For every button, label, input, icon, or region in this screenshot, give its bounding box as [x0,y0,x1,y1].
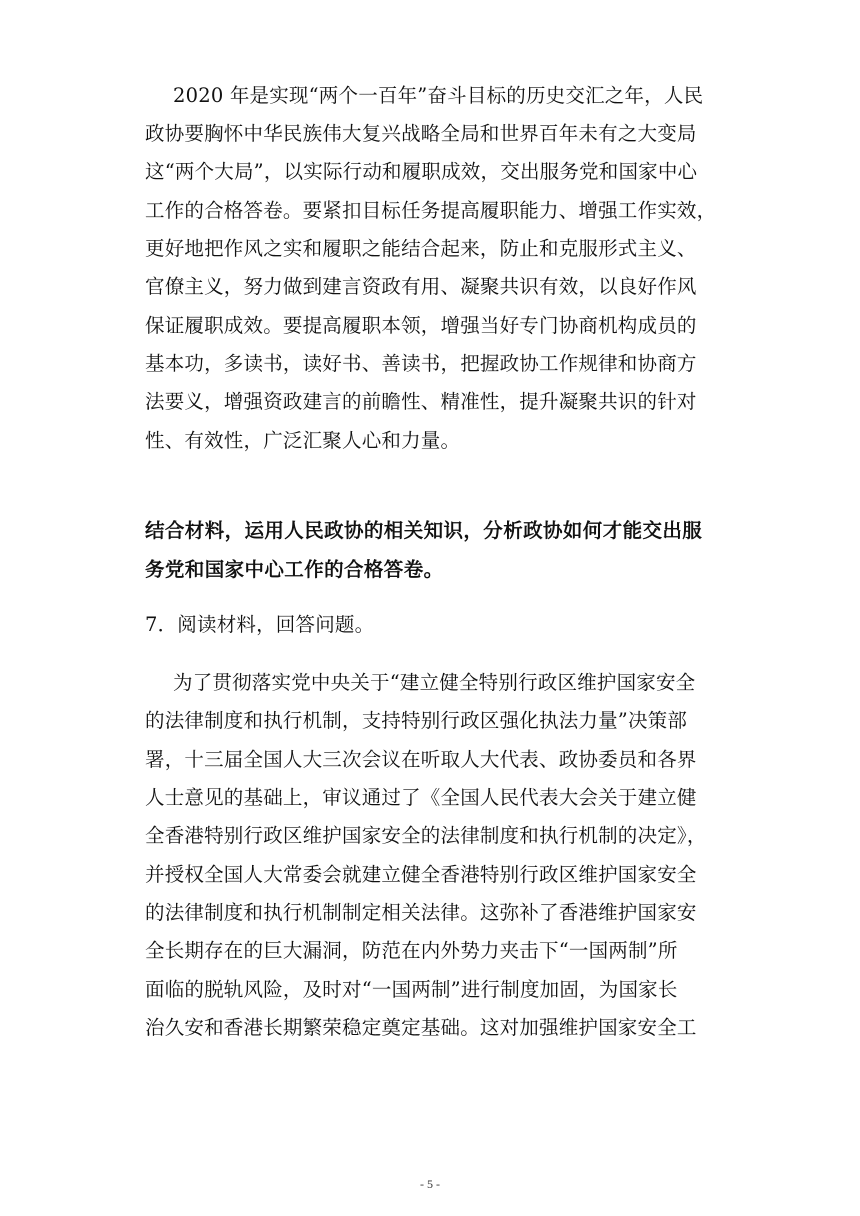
paragraph-2-line: 人士意见的基础上，审议通过了《全国人民代表大会关于建立健 [145,786,697,809]
question-prompt-line: 务党和国家中心工作的合格答卷。 [145,558,444,581]
paragraph-1-line: 工作的合格答卷。要紧扣目标任务提高履职能力、增强工作实效， [145,199,717,222]
paragraph-2-line: 全香港特别行政区维护国家安全的法律制度和执行机制的决定》， [145,824,707,847]
paragraph-1-line: 性、有效性，广泛汇聚人心和力量。 [145,429,461,452]
paragraph-2-line: 的法律制度和执行机制制定相关法律。这弥补了香港维护国家安 [145,901,697,924]
paragraph-1-line: 官僚主义，努力做到建言资政有用、凝聚共识有效，以良好作风 [145,275,697,298]
paragraph-2-line: 全长期存在的巨大漏洞，防范在内外势力夹击下“一国两制”所 [145,939,678,962]
paragraph-1-line: 更好地把作风之实和履职之能结合起来，防止和克服形式主义、 [145,237,697,260]
question-7-heading: 7．阅读材料，回答问题。 [145,613,375,636]
paragraph-1-line: 保证履职成效。要提高履职本领，增强当好专门协商机构成员的 [145,314,697,337]
question-prompt-line: 结合材料，运用人民政协的相关知识，分析政协如何才能交出服 [145,519,703,542]
paragraph-2-line: 治久安和香港长期繁荣稳定奠定基础。这对加强维护国家安全工 [145,1016,697,1039]
paragraph-1-line: 2020 年是实现“两个一百年”奋斗目标的历史交汇之年，人民 [173,84,704,107]
paragraph-2-line: 并授权全国人大常委会就建立健全香港特别行政区维护国家安全 [145,863,697,886]
paragraph-1-line: 这“两个大局”，以实际行动和履职成效，交出服务党和国家中心 [145,160,698,183]
paragraph-2-line: 面临的脱轨风险，及时对“一国两制”进行制度加固，为国家长 [145,978,678,1001]
paragraph-2-line: 署，十三届全国人大三次会议在听取人大代表、政协委员和各界 [145,748,697,771]
paragraph-1-line: 政协要胸怀中华民族伟大复兴战略全局和世界百年未有之大变局 [145,122,697,145]
paragraph-2-line: 的法律制度和执行机制，支持特别行政区强化执法力量”决策部 [145,709,688,732]
paragraph-2-line: 为了贯彻落实党中央关于“建立健全特别行政区维护国家安全 [173,671,696,694]
page-number: - 5 - [420,1177,440,1191]
paragraph-1-line: 基本功，多读书，读好书、善读书，把握政协工作规律和协商方 [145,352,697,375]
paragraph-1-line: 法要义，增强资政建言的前瞻性、精准性，提升凝聚共识的针对 [145,390,697,413]
